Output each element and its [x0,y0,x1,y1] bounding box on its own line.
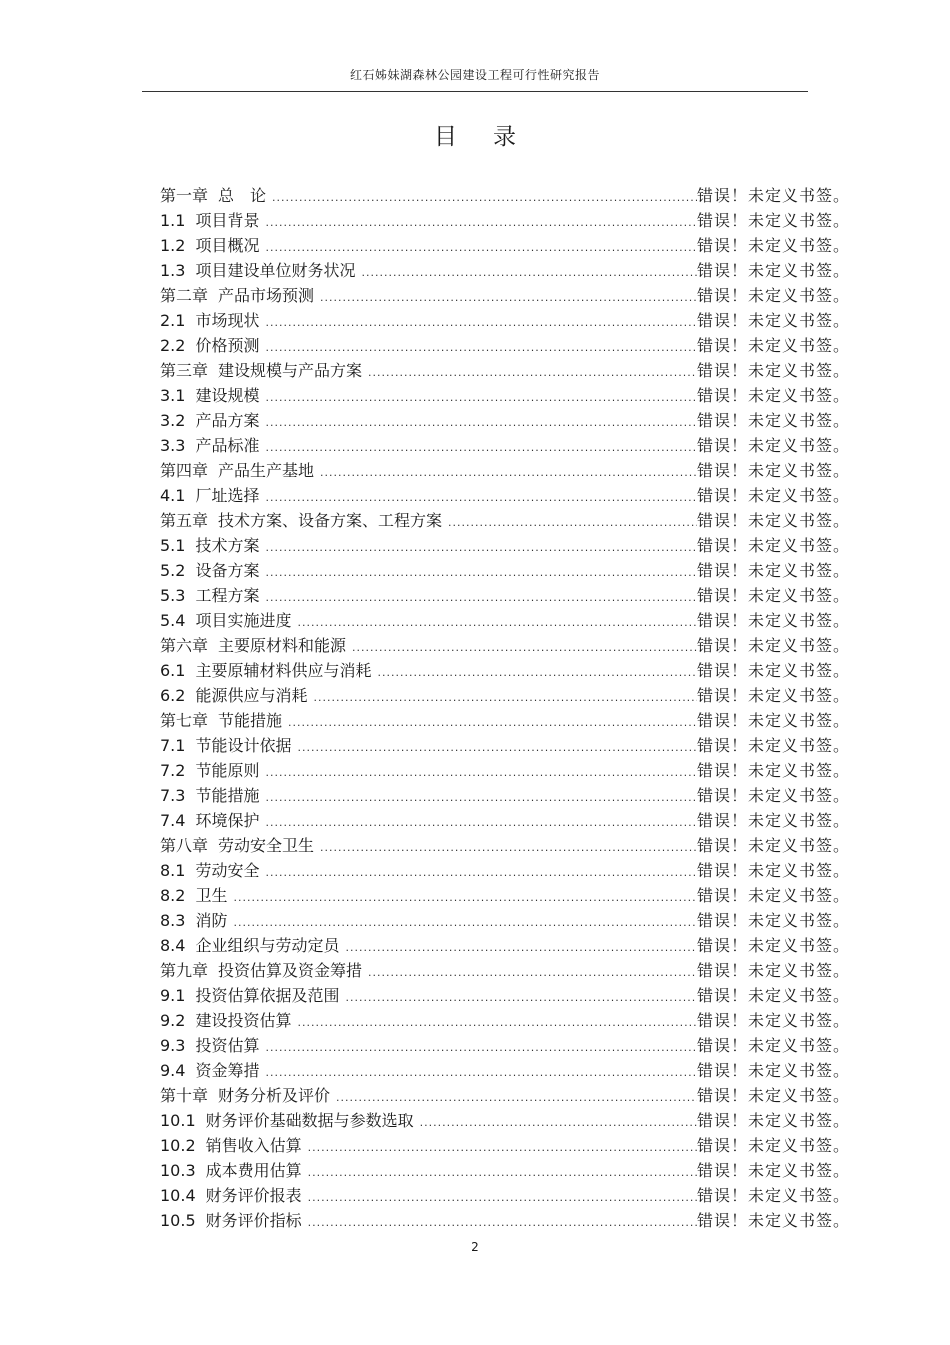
toc-entry-label [160,883,233,908]
toc-entry[interactable] [160,783,850,808]
toc-entry-label [160,1208,308,1233]
toc-dot-leader [288,710,697,735]
toc-entry-title: 建设投资估算 [195,1011,292,1030]
toc-entry-label [160,558,265,583]
toc-entry-title: 技术方案、设备方案、工程方案 [218,511,443,530]
toc-entry-number: 第二章 [160,286,209,305]
toc-entry-number: 1.1 [160,211,186,230]
toc-entry-page-ref: 错误！未定义书签。 [696,786,850,805]
toc-entry[interactable] [160,1083,850,1108]
toc-entry[interactable] [160,533,850,558]
toc-entry-title: 项目建设单位财务状况 [195,261,356,280]
toc-entry-number: 5.4 [160,611,186,630]
toc-entry-title: 产品生产基地 [218,461,315,480]
toc-entry-label [160,1033,265,1058]
toc-dot-leader [368,960,697,985]
toc-dot-leader [368,360,697,385]
toc-entry-label [160,983,345,1008]
toc-dot-leader [448,510,697,535]
toc-dot-leader [308,1210,697,1235]
toc-entry[interactable] [160,283,850,308]
toc-dot-leader [297,610,697,635]
page-number: 2 [471,1240,479,1254]
toc-entry-number: 第三章 [160,361,209,380]
toc-entry-page-ref: 错误！未定义书签。 [696,711,850,730]
toc-entry-label [160,833,320,858]
toc-entry-page-ref: 错误！未定义书签。 [696,1211,850,1230]
toc-entry-page-ref: 错误！未定义书签。 [696,1136,850,1155]
toc-dot-leader [265,785,697,810]
toc-entry-title: 技术方案 [195,536,260,555]
toc-entry-label [160,333,265,358]
toc-entry-number: 10.4 [160,1186,196,1205]
running-header: 红石姊妹湖森林公园建设工程可行性研究报告 [349,68,600,82]
toc-entry-number: 第十章 [160,1086,209,1105]
toc-entry-number: 2.1 [160,311,186,330]
toc-entry-title: 能源供应与消耗 [195,686,308,705]
toc-entry-title: 投资估算 [195,1036,260,1055]
toc-dot-leader [420,1110,697,1135]
toc-dot-leader [265,385,697,410]
toc-entry-title: 环境保护 [195,811,260,830]
toc-entry[interactable] [160,558,850,583]
toc-entry-page-ref: 错误！未定义书签。 [696,436,850,455]
toc-entry[interactable] [160,708,850,733]
toc-entry-number: 9.2 [160,1011,186,1030]
toc-dot-leader [265,410,697,435]
toc-entry-label [160,408,265,433]
toc-entry-title: 建设规模 [195,386,260,405]
toc-entry-title: 主要原材料和能源 [218,636,347,655]
toc-dot-leader [308,1135,697,1160]
toc-entry-label [160,1183,308,1208]
toc-entry-page-ref: 错误！未定义书签。 [696,1086,850,1105]
toc-entry-title: 资金筹措 [195,1061,260,1080]
toc-entry-label [160,1008,297,1033]
toc-entry-title: 财务评价基础数据与参数选取 [205,1111,414,1130]
toc-entry-label [160,808,265,833]
toc-entry-page-ref: 错误！未定义书签。 [696,536,850,555]
toc-entry[interactable] [160,183,850,208]
toc-entry-page-ref: 错误！未定义书签。 [696,636,850,655]
toc-dot-leader [377,660,697,685]
toc-entry-title: 项目概况 [195,236,260,255]
toc-entry-number: 1.3 [160,261,186,280]
toc-entry[interactable] [160,1033,850,1058]
toc-entry[interactable] [160,908,850,933]
toc-entry-page-ref: 错误！未定义书签。 [696,461,850,480]
toc-entry-title: 产品标准 [195,436,260,455]
toc-entry-page-ref: 错误！未定义书签。 [696,186,850,205]
toc-entry-page-ref: 错误！未定义书签。 [696,386,850,405]
toc-entry-label [160,783,265,808]
toc-dot-leader [345,985,697,1010]
toc-entry-label [160,508,448,533]
toc-list [160,183,850,1233]
toc-entry-label [160,908,233,933]
toc-dot-leader [265,335,697,360]
toc-dot-leader [265,860,697,885]
toc-entry-label [160,258,361,283]
toc-entry[interactable] [160,883,850,908]
toc-entry-number: 3.2 [160,411,186,430]
toc-entry[interactable] [160,333,850,358]
toc-dot-leader [265,560,697,585]
toc-entry[interactable] [160,633,850,658]
toc-dot-leader [297,735,697,760]
toc-entry-title: 节能原则 [195,761,260,780]
toc-entry-page-ref: 错误！未定义书签。 [696,586,850,605]
toc-entry-label [160,858,265,883]
toc-dot-leader [265,1060,697,1085]
toc-entry-title: 产品市场预测 [218,286,315,305]
toc-dot-leader [336,1085,697,1110]
toc-entry[interactable] [160,1008,850,1033]
toc-dot-leader [233,910,697,935]
toc-entry-number: 第五章 [160,511,209,530]
toc-entry-title: 销售收入估算 [205,1136,302,1155]
toc-entry-page-ref: 错误！未定义书签。 [696,336,850,355]
toc-entry-number: 7.4 [160,811,186,830]
toc-entry-page-ref: 错误！未定义书签。 [696,361,850,380]
toc-entry-number: 第八章 [160,836,209,855]
toc-dot-leader [265,210,697,235]
toc-entry-label [160,633,352,658]
toc-entry-page-ref: 错误！未定义书签。 [696,211,850,230]
toc-entry-page-ref: 错误！未定义书签。 [696,236,850,255]
toc-entry-page-ref: 错误！未定义书签。 [696,811,850,830]
toc-entry-label [160,608,297,633]
toc-entry[interactable] [160,258,850,283]
toc-entry-number: 3.1 [160,386,186,405]
toc-dot-leader [308,1185,697,1210]
toc-entry-title: 节能设计依据 [195,736,292,755]
toc-entry[interactable] [160,1133,850,1158]
toc-entry-number: 8.2 [160,886,186,905]
toc-entry-number: 10.2 [160,1136,196,1155]
toc-entry-number: 6.1 [160,661,186,680]
toc-entry-label [160,1083,336,1108]
toc-entry-title: 工程方案 [195,586,260,605]
toc-entry[interactable] [160,833,850,858]
toc-entry-page-ref: 错误！未定义书签。 [696,411,850,430]
toc-entry-number: 第七章 [160,711,209,730]
toc-entry-label [160,708,288,733]
toc-entry[interactable] [160,933,850,958]
toc-dot-leader [265,535,697,560]
toc-dot-leader [265,310,697,335]
toc-dot-leader [265,1035,697,1060]
toc-entry[interactable] [160,583,850,608]
toc-entry-number: 3.3 [160,436,186,455]
toc-entry-label [160,533,265,558]
toc-entry-label [160,733,297,758]
toc-entry[interactable] [160,233,850,258]
toc-entry-label [160,583,265,608]
toc-entry-title: 企业组织与劳动定员 [195,936,340,955]
toc-entry-number: 9.4 [160,1061,186,1080]
toc-entry-page-ref: 错误！未定义书签。 [696,936,850,955]
toc-entry[interactable] [160,758,850,783]
toc-entry-title: 节能措施 [195,786,260,805]
toc-dot-leader [272,185,697,210]
toc-entry-number: 7.2 [160,761,186,780]
toc-entry-label [160,483,265,508]
toc-dot-leader [265,760,697,785]
toc-entry-title: 成本费用估算 [205,1161,302,1180]
toc-dot-leader [265,435,697,460]
toc-entry-number: 10.3 [160,1161,196,1180]
toc-entry-page-ref: 错误！未定义书签。 [696,286,850,305]
toc-entry-page-ref: 错误！未定义书签。 [696,1186,850,1205]
toc-entry[interactable] [160,408,850,433]
toc-dot-leader [265,235,697,260]
toc-dot-leader [345,935,697,960]
toc-entry[interactable] [160,658,850,683]
toc-entry-number: 9.1 [160,986,186,1005]
toc-entry-label [160,1108,420,1133]
toc-entry-title: 消防 [195,911,228,930]
toc-entry-page-ref: 错误！未定义书签。 [696,561,850,580]
toc-entry[interactable] [160,308,850,333]
toc-entry-title: 财务分析及评价 [218,1086,331,1105]
toc-entry[interactable] [160,1058,850,1083]
toc-entry-number: 5.1 [160,536,186,555]
toc-entry-page-ref: 错误！未定义书签。 [696,986,850,1005]
toc-dot-leader [320,460,697,485]
toc-entry-label [160,1158,308,1183]
toc-entry-number: 第四章 [160,461,209,480]
toc-entry-label [160,433,265,458]
toc-entry-label [160,458,320,483]
toc-entry-number: 8.3 [160,911,186,930]
toc-dot-leader [313,685,697,710]
toc-entry-number: 2.2 [160,336,186,355]
toc-entry-page-ref: 错误！未定义书签。 [696,736,850,755]
toc-entry-number: 1.2 [160,236,186,255]
toc-entry[interactable] [160,508,850,533]
toc-entry[interactable] [160,483,850,508]
toc-entry-label [160,683,313,708]
toc-entry-label [160,1133,308,1158]
toc-entry-page-ref: 错误！未定义书签。 [696,886,850,905]
toc-entry-number: 9.3 [160,1036,186,1055]
toc-entry-number: 4.1 [160,486,186,505]
toc-entry-title: 主要原辅材料供应与消耗 [195,661,372,680]
toc-entry-title: 市场现状 [195,311,260,330]
toc-entry-page-ref: 错误！未定义书签。 [696,686,850,705]
toc-entry-number: 10.5 [160,1211,196,1230]
toc-entry-title: 厂址选择 [195,486,260,505]
toc-entry-label [160,308,265,333]
toc-entry[interactable] [160,858,850,883]
toc-entry-number: 8.4 [160,936,186,955]
toc-entry-page-ref: 错误！未定义书签。 [696,836,850,855]
toc-entry-number: 7.3 [160,786,186,805]
toc-dot-leader [361,260,697,285]
toc-entry[interactable] [160,458,850,483]
toc-entry-page-ref: 错误！未定义书签。 [696,761,850,780]
toc-entry-page-ref: 错误！未定义书签。 [696,661,850,680]
toc-entry-title: 价格预测 [195,336,260,355]
toc-entry-page-ref: 错误！未定义书签。 [696,961,850,980]
toc-entry-number: 7.1 [160,736,186,755]
toc-entry-label [160,383,265,408]
toc-entry-number: 第一章 [160,186,209,205]
toc-entry-number: 5.2 [160,561,186,580]
toc-entry-title: 项目实施进度 [195,611,292,630]
toc-entry[interactable] [160,608,850,633]
toc-entry-title: 投资估算及资金筹措 [218,961,363,980]
toc-entry-page-ref: 错误！未定义书签。 [696,1061,850,1080]
toc-entry[interactable] [160,1158,850,1183]
toc-entry-page-ref: 错误！未定义书签。 [696,1161,850,1180]
toc-dot-leader [308,1160,697,1185]
toc-entry[interactable] [160,683,850,708]
toc-entry-page-ref: 错误！未定义书签。 [696,261,850,280]
toc-entry-title: 卫生 [195,886,228,905]
toc-entry-number: 8.1 [160,861,186,880]
toc-entry-title: 财务评价指标 [205,1211,302,1230]
toc-entry[interactable] [160,358,850,383]
toc-entry[interactable] [160,433,850,458]
header-rule [142,91,808,92]
toc-entry-title: 投资估算依据及范围 [195,986,340,1005]
toc-entry[interactable] [160,1208,850,1233]
toc-entry[interactable] [160,958,850,983]
toc-entry-label [160,758,265,783]
toc-entry-label [160,233,265,258]
toc-entry-number: 第六章 [160,636,209,655]
toc-entry-page-ref: 错误！未定义书签。 [696,861,850,880]
toc-dot-leader [265,485,697,510]
toc-entry-label [160,208,265,233]
toc-entry-title: 项目背景 [195,211,260,230]
toc-entry-page-ref: 错误！未定义书签。 [696,511,850,530]
toc-entry-number: 第九章 [160,961,209,980]
toc-entry-title: 总 论 [218,186,267,205]
toc-entry-title: 节能措施 [218,711,283,730]
toc-entry[interactable] [160,383,850,408]
toc-entry-page-ref: 错误！未定义书签。 [696,611,850,630]
toc-entry-page-ref: 错误！未定义书签。 [696,486,850,505]
toc-dot-leader [265,585,697,610]
toc-entry-title: 设备方案 [195,561,260,580]
toc-entry-label [160,283,320,308]
toc-dot-leader [352,635,697,660]
toc-entry-title: 劳动安全 [195,861,260,880]
toc-entry-label [160,933,345,958]
toc-entry[interactable] [160,1108,850,1133]
toc-title: 目录 [434,124,552,150]
toc-entry-page-ref: 错误！未定义书签。 [696,1011,850,1030]
toc-entry-number: 5.3 [160,586,186,605]
toc-entry-title: 产品方案 [195,411,260,430]
toc-entry-title: 财务评价报表 [205,1186,302,1205]
toc-entry-page-ref: 错误！未定义书签。 [696,1111,850,1130]
toc-dot-leader [265,810,697,835]
toc-entry-label [160,358,368,383]
toc-entry-label [160,958,368,983]
toc-entry-page-ref: 错误！未定义书签。 [696,911,850,930]
toc-entry-number: 6.2 [160,686,186,705]
toc-entry-page-ref: 错误！未定义书签。 [696,311,850,330]
toc-dot-leader [320,835,697,860]
toc-entry-page-ref: 错误！未定义书签。 [696,1036,850,1055]
toc-dot-leader [233,885,697,910]
toc-entry[interactable] [160,983,850,1008]
toc-entry-number: 10.1 [160,1111,196,1130]
toc-dot-leader [297,1010,697,1035]
toc-dot-leader [320,285,697,310]
toc-entry[interactable] [160,733,850,758]
toc-entry-label [160,183,272,208]
toc-entry[interactable] [160,1183,850,1208]
toc-entry-label [160,1058,265,1083]
toc-entry-title: 建设规模与产品方案 [218,361,363,380]
toc-entry[interactable] [160,208,850,233]
toc-entry-title: 劳动安全卫生 [218,836,315,855]
toc-entry[interactable] [160,808,850,833]
toc-entry-label [160,658,377,683]
